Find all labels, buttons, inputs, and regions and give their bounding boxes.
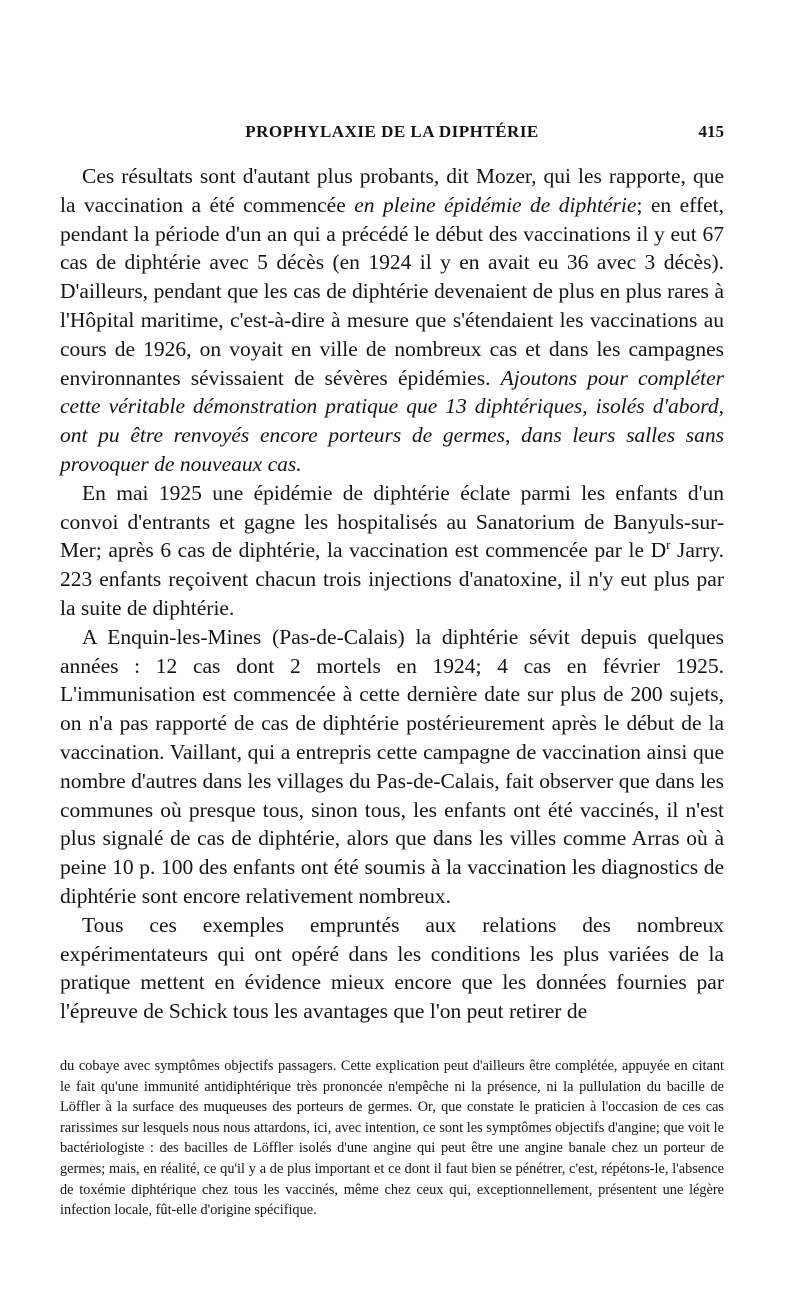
page-header bbox=[60, 118, 724, 146]
footnote bbox=[60, 1056, 724, 1221]
paragraph-1-text-b: ; en effet, pendant la période d'un an qui a précédé le début des vaccinations il y eut 67 cas de diphtérie avec 5 décès (en 1924 il y en avait eu 36 avec 3 décès). D'ailleurs, pendant que les cas de diphtérie devenaient de plus en plus rares à l'Hôpital maritime, c'est-à-dire à mesure que s'étendaient les vaccinations au cours de 1926, on voyait en ville de nombreux cas et dans les campagnes environnantes sévissaient de sévères épidémies. bbox=[60, 192, 725, 390]
paragraph-1 bbox=[60, 162, 724, 479]
main-text bbox=[60, 162, 724, 1026]
paragraph-2-text-a: En mai 1925 une épidémie de diphtérie éclate parmi les enfants d'un convoi d'entrants et gagne les hospitalisés au Sanatorium de Banyuls-sur-Mer; après 6 cas de diphtérie, la vaccination est commencée par le D bbox=[60, 480, 724, 563]
paragraph-2 bbox=[60, 479, 724, 623]
paragraph-1-text-a: Ces résultats sont d'autant plus probants, dit Mozer, qui les rapporte, que la vaccination a été commencée bbox=[60, 164, 724, 217]
page-number: 415 bbox=[698, 122, 724, 141]
paragraph-1-italic-b: Ajoutons pour compléter cette véritable démonstration pratique que 13 diphtériques, isolés d'abord, ont pu être renvoyés encore porteurs de germes, dans leurs salles sans provoquer de nouveaux cas. bbox=[60, 365, 724, 476]
paragraph-1-italic-a: en pleine épidémie de diphtérie bbox=[354, 192, 637, 217]
paragraph-4: Tous ces exemples empruntés aux relations des nombreux expérimentateurs qui ont opéré dans les conditions les plus variées de la pratique mettent en évidence mieux encore que les données fournies par l'épreuve de Schick tous les avantages que l'on peut retirer de bbox=[60, 912, 724, 1024]
paragraph-2-text-b: Jarry. 223 enfants reçoivent chacun trois injections d'anatoxine, il n'y eut plus par la suite de diphtérie. bbox=[60, 538, 724, 620]
footnote-text: du cobaye avec symptômes objectifs passagers. Cette explication peut d'ailleurs être complétée, appuyée en citant le fait qu'une immunité antidiphtérique très prononcée n'empêche ni la présence, ni la pullulation du bacille de Löffler à la surface des muqueuses des porteurs de germes. Or, que constate le praticien à l'occasion de ces cas rarissimes sur lesquels nous nous attardons, ici, avec intention, ce sont les symptômes objectifs d'angine; que voit le bactériologiste : des bacilles de Löffler isolés d'une angine qui peut être une angine banale chez un porteur de germes; mais, en réalité, ce qu'il y a de plus important et ce dont il faut bien se pénétrer, c'est, répétons-le, l'absence de toxémie diphtérique chez tous les vaccinés, même chez ceux qui, exceptionnellement, présentent une légère infection locale, fût-elle d'origine spécifique. bbox=[60, 1058, 724, 1219]
paragraph-3: A Enquin-les-Mines (Pas-de-Calais) la diphtérie sévit depuis quelques années : 12 cas dont 2 mortels en 1924; 4 cas en février 1925. L'immunisation est commencée à cette dernière date sur plus de 200 sujets, on n'a pas rapporté de cas de diphtérie postérieurement après le début de la vaccination. Vaillant, qui a entrepris cette campagne de vaccination ainsi que nombre d'autres dans les villages du Pas-de-Calais, fait observer que dans les communes où presque tous, sinon tous, les enfants ont été vaccinés, il n'est plus signalé de cas de diphtérie, alors que dans les villes comme Arras où à peine 10 p. 100 des enfants ont été soumis à la vaccination les diagnostics de diphtérie sont encore relativement nombreux. bbox=[60, 624, 724, 908]
superscript-r: r bbox=[666, 538, 671, 553]
running-head: PROPHYLAXIE DE LA DIPHTÉRIE bbox=[245, 122, 539, 141]
